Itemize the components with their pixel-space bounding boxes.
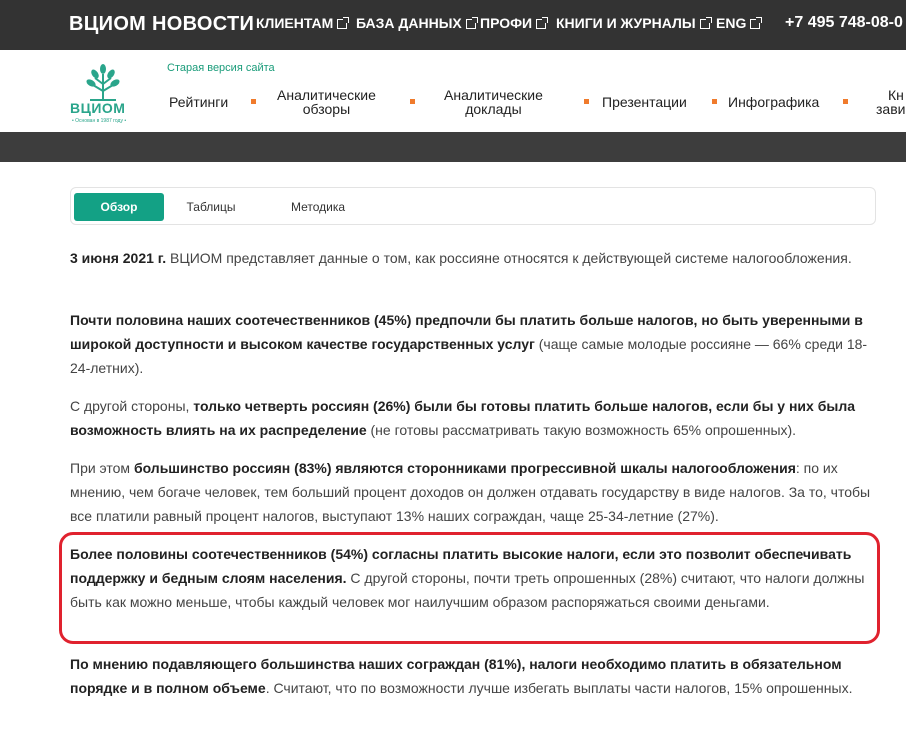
nav-books-cut-line2: зави (876, 101, 906, 117)
brand-link[interactable]: ВЦИОМ НОВОСТИ (69, 13, 255, 35)
p6-bold-text: По мнению подавляющего большинства наших сограждан (81%), налоги необходимо платить в обязательном порядке и в полном объеме (70, 656, 842, 696)
nav-separator-dot (410, 99, 415, 104)
paragraph-81-percent (70, 652, 880, 700)
p5-text: С другой стороны, почти треть опрошенных (28%) считают, что налоги должны быть как можно меньше, чтобы каждый человек мог наилучшим образом распоряжаться своими деньгами. (70, 570, 865, 610)
content-tabs (70, 187, 876, 225)
dark-banner-strip (0, 132, 906, 162)
paragraph-54-percent (70, 542, 880, 614)
nav-presentations[interactable]: Презентации (602, 94, 687, 110)
p3-text-end: (не готовы рассматривать такую возможность 65% опрошенных). (366, 422, 797, 438)
nav-separator-dot (712, 99, 717, 104)
p4-text-start: При этом (70, 460, 134, 476)
old-version-link[interactable]: Старая версия сайта (167, 62, 275, 74)
external-link-icon (337, 19, 347, 29)
paragraph-intro (70, 246, 880, 270)
paragraph-45-percent (70, 308, 880, 380)
p3-bold-text: только четверть россиян (26%) были бы готовы платить больше налогов, если бы у них была возможность влиять на их распределение (70, 398, 855, 438)
p6-text: . Считают, что по возможности лучше избегать выплаты части налогов, 15% опрошенных. (265, 680, 853, 696)
p3-text-start: С другой стороны, (70, 398, 194, 414)
eng-link[interactable] (716, 15, 760, 31)
p2-bold-text: Почти половина наших соотечественников (45%) предпочли бы платить больше налогов, но быть уверенными в широкой доступности и высоком качестве государственных услуг (70, 312, 863, 352)
nav-separator-dot (251, 99, 256, 104)
paragraph-26-percent (70, 394, 880, 442)
top-bar (0, 0, 906, 50)
nav-separator-dot (843, 99, 848, 104)
nav-separator-dot (584, 99, 589, 104)
nav-analytical-reports[interactable] (444, 88, 543, 116)
nav-books-cut-line1: Кн (888, 87, 904, 103)
vciom-logo[interactable] (66, 64, 140, 126)
external-link-icon (750, 19, 760, 29)
profi-link[interactable] (480, 15, 546, 31)
nav-analytical-reviews-line1: Аналитические (277, 87, 376, 103)
main-header (0, 50, 906, 132)
logo-tagline: • Основан в 1987 году • (72, 118, 127, 124)
nav-ratings[interactable]: Рейтинги (169, 94, 229, 110)
eng-label: ENG (716, 15, 747, 31)
tree-icon (66, 64, 140, 104)
tab-tables[interactable]: Таблицы (186, 200, 236, 214)
clients-label: КЛИЕНТАМ (256, 15, 334, 31)
p2-text: (чаще самые молодые россияне — 66% среди 18-24-летних). (70, 336, 868, 376)
external-link-icon (700, 19, 710, 29)
database-label: БАЗА ДАННЫХ (356, 15, 462, 31)
date-text: 3 июня 2021 г. (70, 250, 167, 266)
p4-text-end: : по их мнению, чем богаче человек, тем больший процент доходов он должен отдавать государству в виде налогов. За то, чтобы все платили равный процент налогов, выступают 13% наших сограждан, чаще 25-34-летние (27%). (70, 460, 871, 524)
p5-bold-text: Более половины соотечественников (54%) согласны платить высокие налоги, если это позволит обеспечивать поддержку и бедным слоям населения. (70, 546, 852, 586)
nav-analytical-reports-line1: Аналитические (444, 87, 543, 103)
tab-methodology[interactable]: Методика (290, 200, 346, 214)
books-label: КНИГИ И ЖУРНАЛЫ (556, 15, 696, 31)
intro-text: ВЦИОМ представляет данные о том, как россияне относятся к действующей системе налогообложения. (166, 250, 852, 266)
external-link-icon (536, 19, 546, 29)
nav-analytical-reviews[interactable] (277, 88, 376, 116)
database-link[interactable] (356, 15, 476, 31)
books-link[interactable] (556, 15, 710, 31)
nav-books-cut[interactable] (876, 88, 905, 116)
nav-infographics[interactable]: Инфографика (728, 94, 820, 110)
tab-overview[interactable]: Обзор (74, 193, 164, 221)
paragraph-83-percent (70, 456, 880, 528)
p4-bold-text: большинство россиян (83%) являются сторонниками прогрессивной шкалы налогообложения (133, 460, 796, 476)
external-link-icon (466, 19, 476, 29)
clients-link[interactable] (256, 15, 347, 31)
logo-text: ВЦИОМ (70, 100, 126, 116)
nav-analytical-reports-line2: доклады (465, 101, 522, 117)
phone-link[interactable]: +7 495 748-08-0 (785, 14, 903, 31)
nav-analytical-reviews-line2: обзоры (302, 101, 351, 117)
profi-label: ПРОФИ (480, 15, 533, 31)
